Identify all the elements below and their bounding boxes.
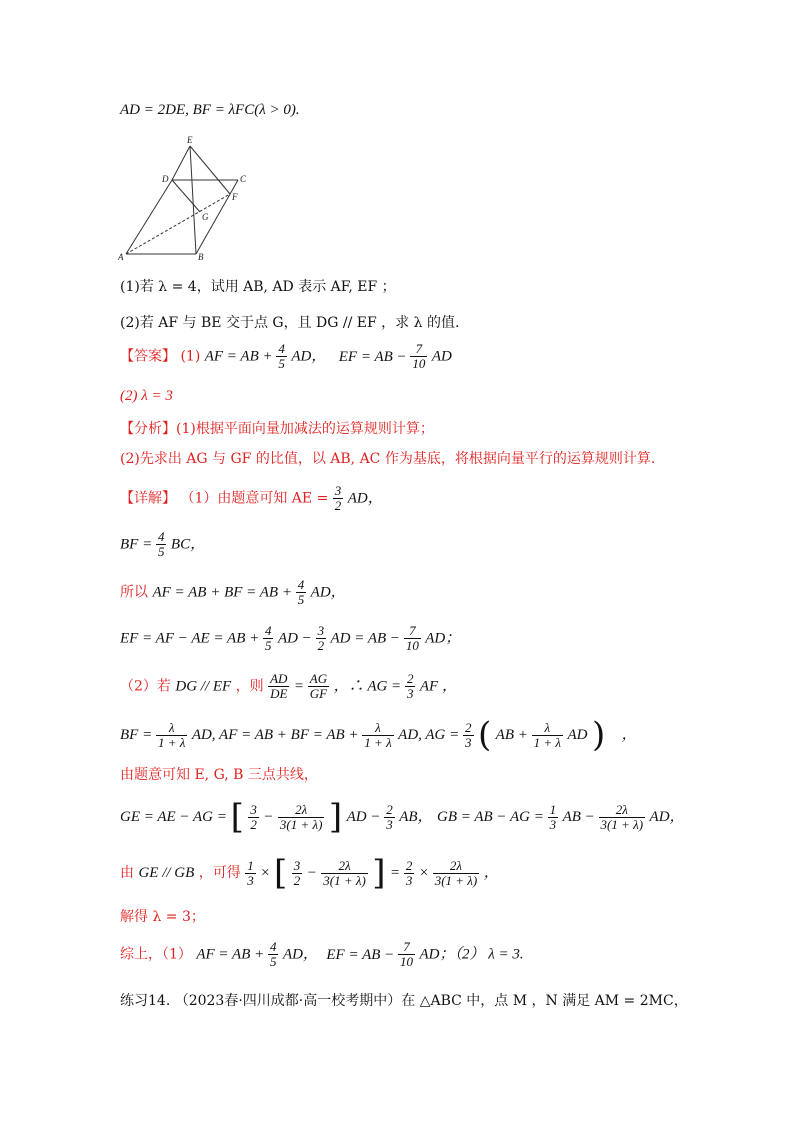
detail-line-1: 【详解】 （1）由题意可知 AE = $\frac{3}{2}$ AD， — [120, 483, 383, 513]
practice-14: 练习14. （2023春·四川成都·高一校考期中）在 △ABC 中，点 M ，N 满足 AM = 2MC， — [120, 993, 688, 1009]
summary-line: 综上，（1） AF = AB + $\frac{4}{5}$ AD， EF = AB − $\frac{7}{10}$ AD；（2） λ = 3. — [120, 939, 524, 969]
question-1: (1)若 λ = 4，试用 AB, AD 表示 AF, EF ； — [120, 279, 396, 295]
detail-line-2: BF = $\frac{4}{5}$ BC， — [120, 529, 206, 559]
detail-line-8: GE = AE − AG = [ $\frac{3}{2}$ − $\frac{2\lambda}{3(1 + \lambda)}$ ] AD − $\frac{2}{3}$ AB， GB = AB − AG = $\frac{1}{3}$ AB − $\frac{2\lambda}{3(1 + \lambda)}$ AD， — [120, 797, 685, 837]
analysis-line-1: 【分析】(1)根据平面向量加减法的运算规则计算； — [120, 421, 434, 437]
label-f: F — [232, 192, 238, 202]
detail-line-6: BF = $\frac{\lambda}{1 + \lambda}$ AD, AF = AB + BF = AB + $\frac{\lambda}{1 + \lambda}$ AD, AG = $\frac{2}{3}$ ( AB + $\frac{\lambda}{1 + \lambda}$ AD ) ， — [120, 715, 637, 755]
detail-line-10: 解得 λ = 3； — [120, 909, 205, 925]
answer-line-1: 【答案】 (1) AF = AB + $\frac{4}{5}$ AD， EF = AB − $\frac{7}{10}$ AD — [120, 341, 452, 371]
detail-line-4: EF = AF − AE = AB + $\frac{4}{5}$ AD − $\frac{3}{2}$ AD = AB − $\frac{7}{10}$ AD； — [120, 623, 461, 653]
given-line: AD = 2DE, BF = λFC(λ > 0). — [120, 102, 300, 118]
detail-line-9: 由 GE // GB ，可得 $\frac{1}{3}$ × [ $\frac{3}{2}$ − $\frac{2\lambda}{3(1 + \lambda)}$ ] = $\frac{2}{3}$ × $\frac{2\lambda}{3(1 + \lambda)}$ ， — [120, 853, 499, 893]
answer-line-2: (2) λ = 3 — [120, 388, 173, 404]
analysis-line-2: (2)先求出 AG 与 GF 的比值，以 AB, AC 作为基底，将根据向量平行的运算规则计算. — [120, 451, 656, 467]
detail-line-7: 由题意可知 E, G, B 三点共线， — [120, 767, 318, 783]
label-d: D — [162, 174, 169, 184]
label-b: B — [198, 252, 204, 262]
question-2: (2)若 AF 与 BE 交于点 G，且 DG // EF ，求 λ 的值. — [120, 315, 460, 331]
detail-line-5: （2）若 DG // EF ，则 $\frac{AD}{DE}$ = $\frac{AG}{GF}$ ，∴ AG = $\frac{2}{3}$ AF ， — [120, 671, 457, 701]
detail-line-3: 所以 AF = AB + BF = AB + $\frac{4}{5}$ AD， — [120, 577, 346, 607]
label-c: C — [240, 174, 247, 184]
label-e: E — [187, 135, 193, 145]
label-g: G — [202, 212, 209, 222]
parallelogram-figure — [118, 132, 258, 262]
label-a: A — [118, 252, 124, 262]
